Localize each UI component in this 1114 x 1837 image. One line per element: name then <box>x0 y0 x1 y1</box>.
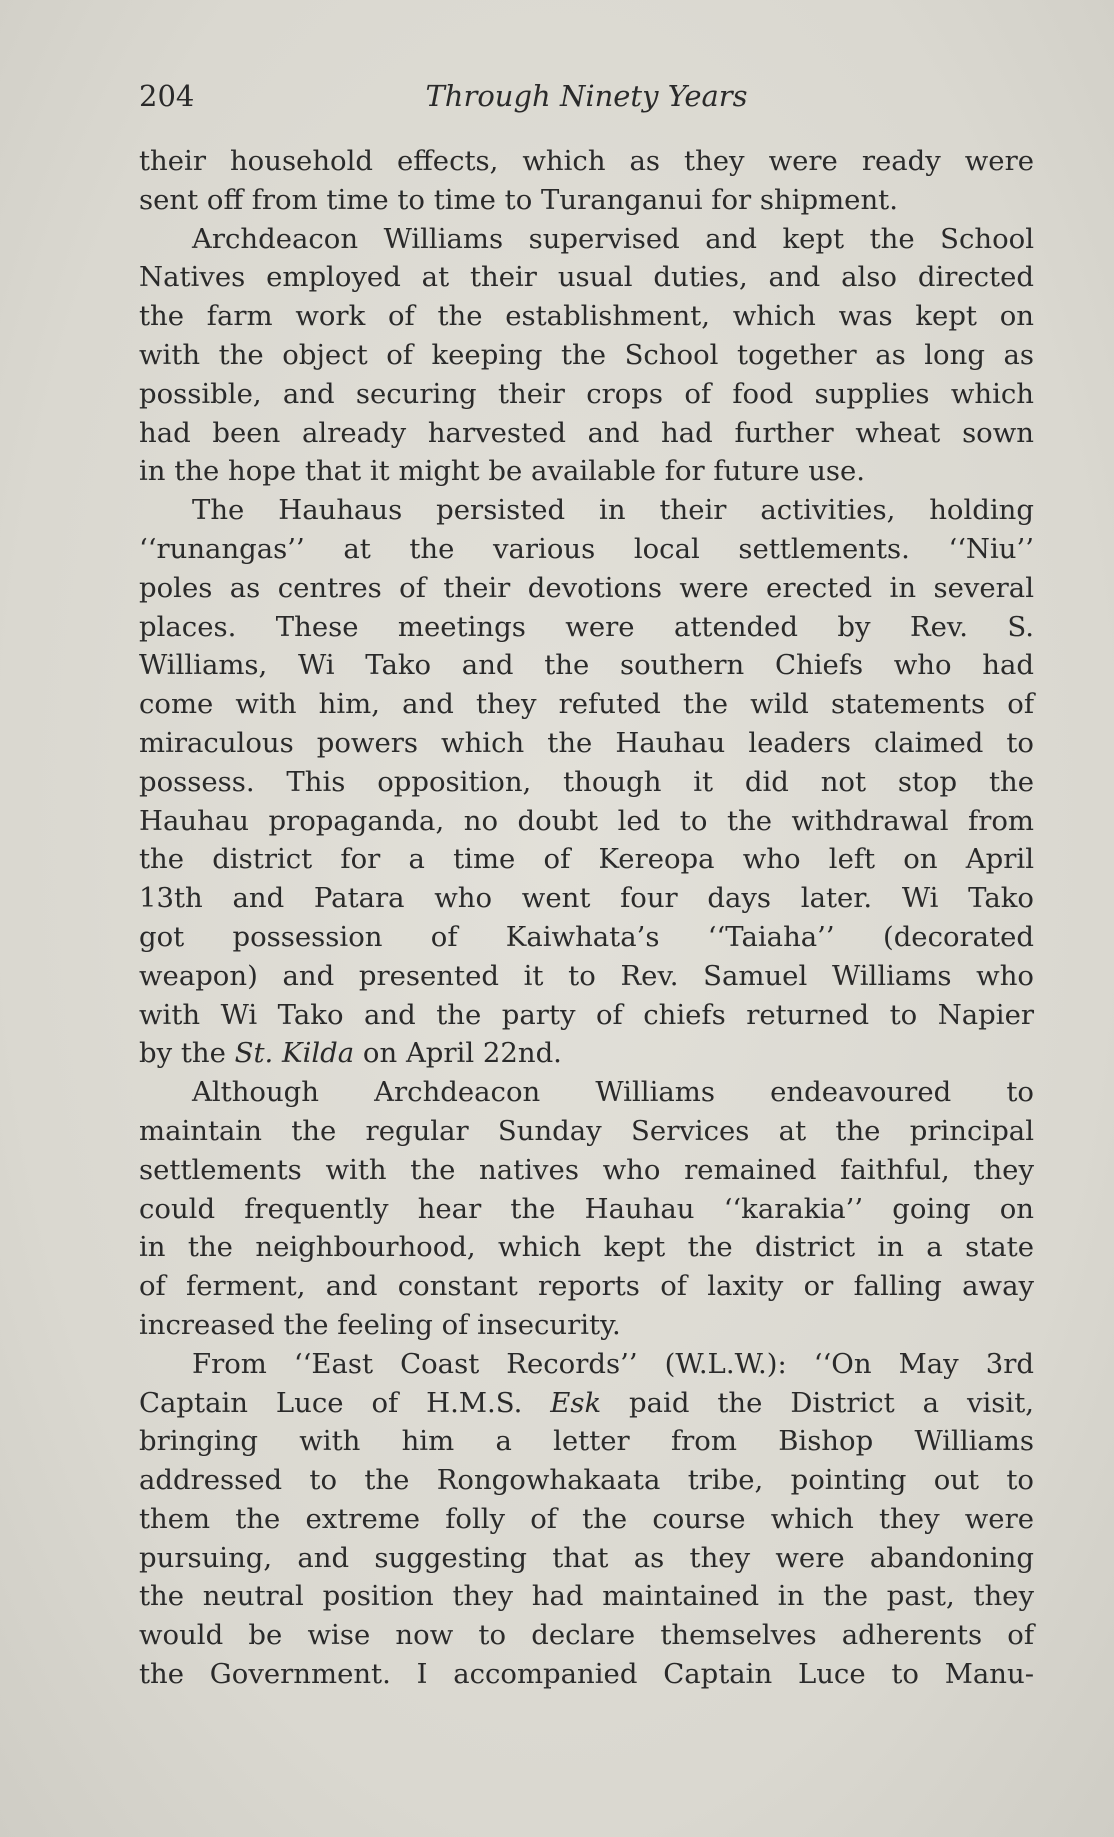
text-line <box>139 1384 1034 1423</box>
italic-ship-name: St. Kilda <box>234 1037 355 1070</box>
text-line: the neutral position they had maintained in the past, they <box>139 1580 1034 1613</box>
text-line: The Hauhaus persisted in their activities, holding <box>192 494 1034 527</box>
text-line: Although Archdeacon Williams endeavoured to <box>192 1076 1034 1109</box>
text-line: their household effects, which as they were ready were <box>139 145 1034 177</box>
text-line: with Wi Tako and the party of chiefs returned to Napier <box>139 998 1034 1031</box>
running-title: Through Ninety Years <box>425 79 748 113</box>
text-line: pursuing, and suggesting that as they were abandoning <box>139 1541 1034 1574</box>
italic-ship-name: Esk <box>550 1386 602 1419</box>
text-segment: by the <box>139 1037 235 1070</box>
text-line: the district for a time of Kereopa who left on April <box>139 843 1034 876</box>
body-text <box>139 142 1034 1694</box>
text-line: addressed to the Rongowhakaata tribe, pointing out to <box>139 1464 1034 1497</box>
text-line: Natives employed at their usual duties, and also directed <box>139 261 1034 294</box>
text-line: sent off from time to time to Turanganui for shipment. <box>139 183 898 216</box>
text-line: the Government. I accompanied Captain Luce to Manu- <box>139 1658 1034 1691</box>
text-segment: Captain Luce of H.M.S. <box>139 1386 551 1419</box>
text-line: miraculous powers which the Hauhau leaders claimed to <box>139 726 1034 759</box>
text-line: the farm work of the establishment, which was kept on <box>139 300 1034 333</box>
text-line: could frequently hear the Hauhau ‘‘karakia’’ going on <box>139 1192 1034 1225</box>
text-line: in the hope that it might be available for future use. <box>139 455 866 488</box>
text-line: with the object of keeping the School together as long as <box>139 338 1034 371</box>
text-line: maintain the regular Sunday Services at the principal <box>139 1114 1034 1147</box>
text-line: ‘‘runangas’’ at the various local settlements. ‘‘Niu’’ <box>139 532 1034 565</box>
text-line: settlements with the natives who remained faithful, they <box>139 1153 1034 1186</box>
page-number: 204 <box>139 79 195 113</box>
text-line: got possession of Kaiwhata’s ‘‘Taiaha’’ (decorated <box>139 920 1034 953</box>
text-line: possess. This opposition, though it did not stop the <box>139 765 1034 798</box>
text-line: Hauhau propaganda, no doubt led to the withdrawal from <box>139 804 1034 837</box>
text-line: weapon) and presented it to Rev. Samuel Williams who <box>139 959 1034 992</box>
text-line: poles as centres of their devotions were erected in several <box>139 571 1034 604</box>
text-line: increased the feeling of insecurity. <box>139 1308 621 1341</box>
text-segment: paid the District a visit, <box>601 1386 1034 1419</box>
text-line: bringing with him a letter from Bishop Williams <box>139 1425 1034 1458</box>
text-line: places. These meetings were attended by Rev. S. <box>139 610 1034 643</box>
text-line: had been already harvested and had further wheat sown <box>139 416 1034 449</box>
text-line: 13th and Patara who went four days later. Wi Tako <box>139 882 1034 915</box>
text-line: would be wise now to declare themselves adherents of <box>139 1619 1034 1652</box>
text-line: From ‘‘East Coast Records’’ (W.L.W.): ‘‘On May 3rd <box>192 1347 1034 1380</box>
text-line: of ferment, and constant reports of laxity or falling away <box>139 1270 1034 1303</box>
text-line <box>139 1034 1034 1073</box>
text-line: Williams, Wi Tako and the southern Chiefs who had <box>139 649 1034 682</box>
page-header <box>139 76 1034 116</box>
text-line: possible, and securing their crops of food supplies which <box>139 377 1034 410</box>
text-segment: on April 22nd. <box>354 1037 562 1070</box>
text-line: in the neighbourhood, which kept the district in a state <box>139 1231 1034 1264</box>
text-line: Archdeacon Williams supervised and kept the School <box>192 222 1034 255</box>
text-line: them the extreme folly of the course which they were <box>139 1502 1034 1535</box>
text-line: come with him, and they refuted the wild statements of <box>139 688 1034 721</box>
